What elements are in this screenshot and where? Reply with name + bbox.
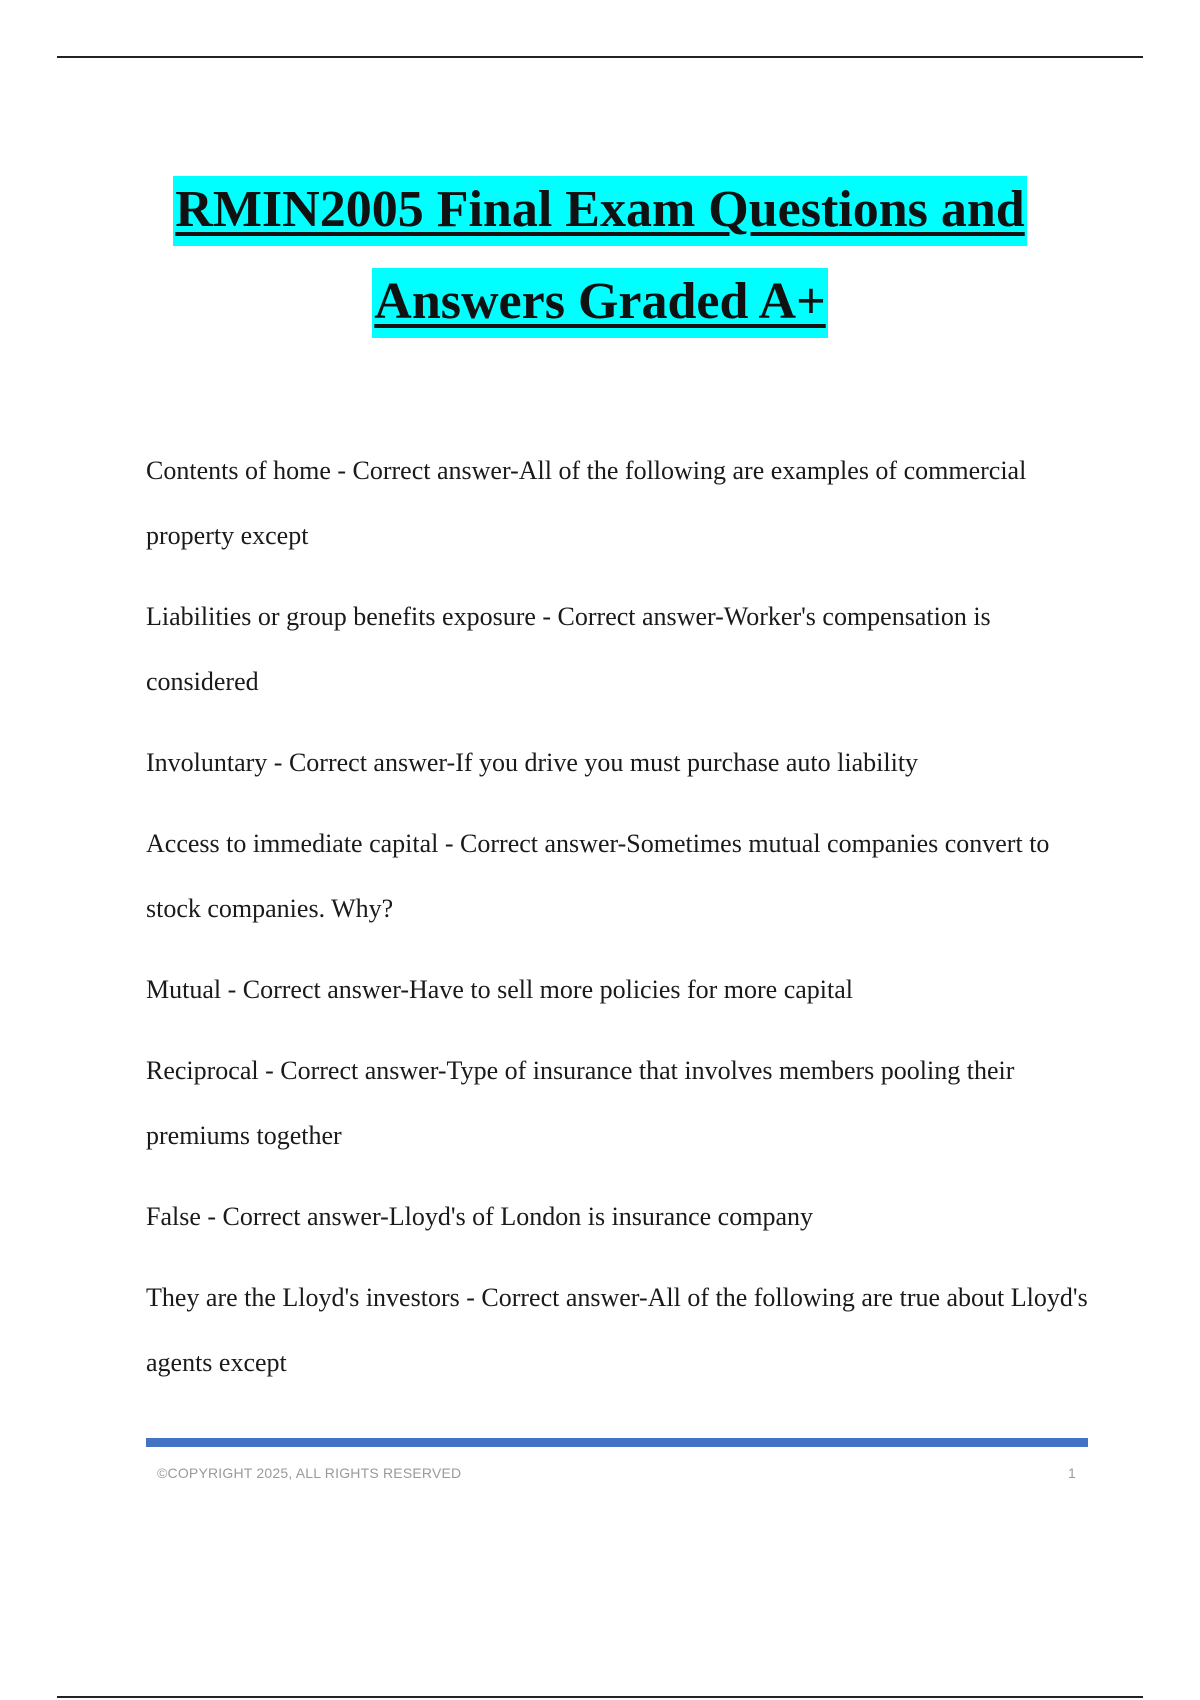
footer-divider-bar <box>146 1438 1088 1447</box>
qa-item: Access to immediate capital - Correct answer-Sometimes mutual companies convert to stock companies. Why? <box>146 829 1050 923</box>
title-line-1: RMIN2005 Final Exam Questions and <box>173 176 1026 246</box>
qa-item: Involuntary - Correct answer-If you drive you must purchase auto liability <box>146 748 919 777</box>
qa-item: False - Correct answer-Lloyd's of London is insurance company <box>146 1202 813 1231</box>
top-rule <box>57 56 1143 58</box>
footer-copyright: ©COPYRIGHT 2025, ALL RIGHTS RESERVED <box>157 1465 462 1481</box>
qa-item: Reciprocal - Correct answer-Type of insurance that involves members pooling their premiums together <box>146 1056 1015 1150</box>
title-line-2: Answers Graded A+ <box>372 268 827 338</box>
qa-list <box>146 438 1096 1411</box>
qa-item: Liabilities or group benefits exposure - Correct answer-Worker's compensation is considered <box>146 602 991 696</box>
qa-item: Contents of home - Correct answer-All of the following are examples of commercial property except <box>146 456 1027 550</box>
page-number: 1 <box>1068 1465 1076 1481</box>
bottom-rule <box>57 1696 1143 1698</box>
qa-item: Mutual - Correct answer-Have to sell more policies for more capital <box>146 975 854 1004</box>
qa-item: They are the Lloyd's investors - Correct answer-All of the following are true about Lloyd's agents except <box>146 1283 1088 1377</box>
document-title <box>100 176 1100 338</box>
